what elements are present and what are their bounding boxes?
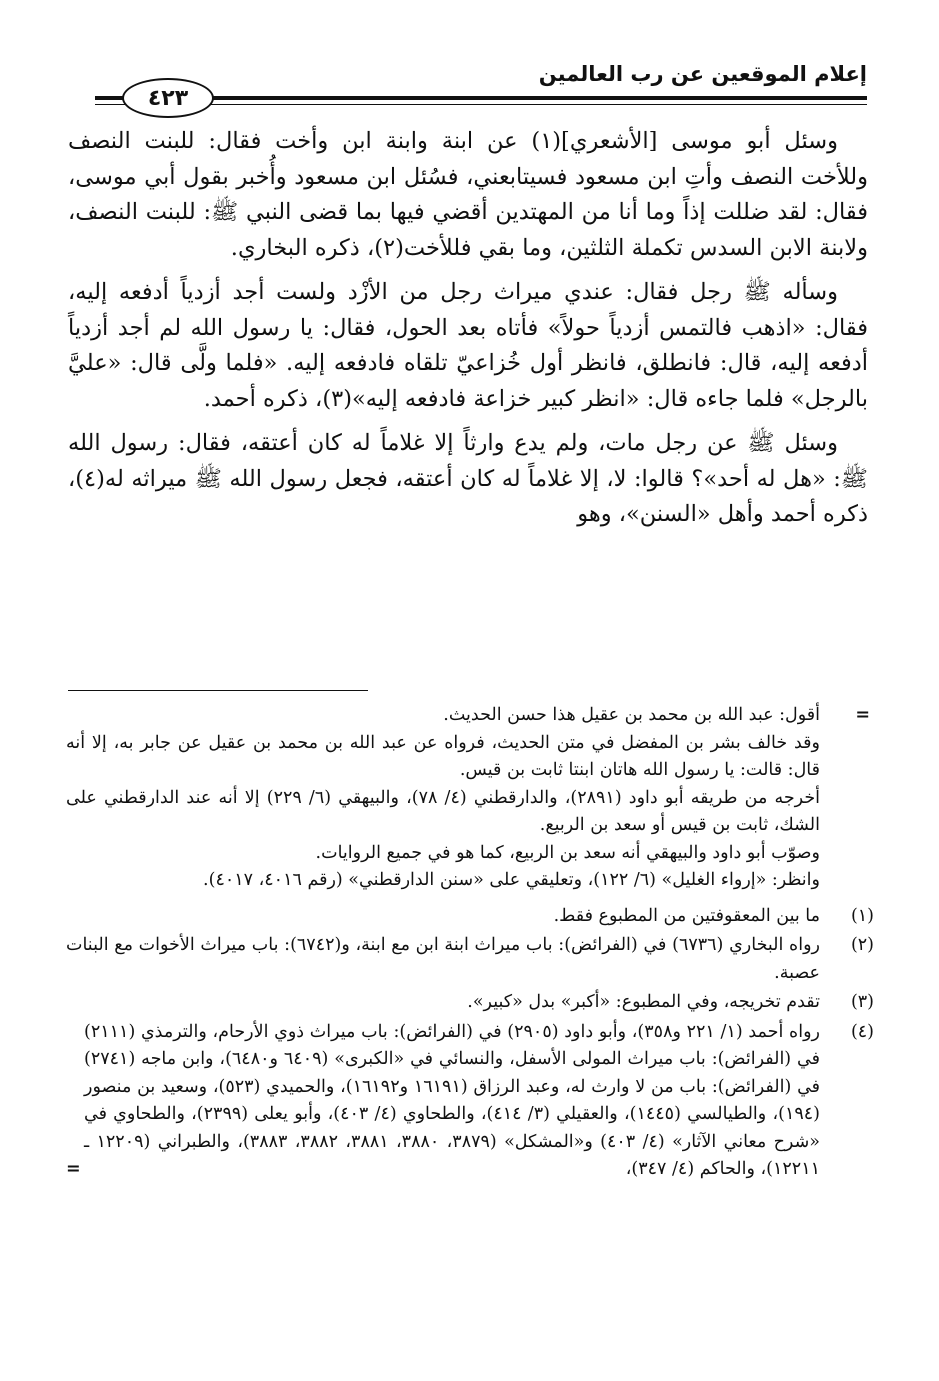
footnote-text: رواه أحمد (١/ ٢٢١ و٣٥٨)، وأبو داود (٢٩٠٥) في (الفرائض): باب ميراث ذوي الأرحام، والترمذي (٢١١١) في (الفرائض): باب ميراث المولى الأسفل، والنسائي في «الكبرى» (٦٤٠٩ و٦٤٨٠)، وابن ماجه (٢٧٤١) في (الفرائض): باب من لا وارث له، وعبد الرزاق (١٦١٩١ و١٦١٩٢)، والحميدي (٥٢٣)، وسعيد بن منصور (١٩٤)، والطيالسي (١٤٤٥)، والعقيلي (٣/ ٤١٤)، والطحاوي (٤/ ٤٠٣)، وأبو يعلى (٢٣٩٩)، والطحاوي في «شرح معاني الآثار» (٤/ ٤٠٣) و«المشكل» (٣٨٧٩، ٣٨٨٠، ٣٨٨١، ٣٨٨٢، ٣٨٨٣)، والطبراني (١٢٢٠٩ ـ ١٢٢١١)، والحاكم (٤/ ٣٤٧)، bbox=[84, 1021, 821, 1179]
footnote-number: (٣) bbox=[850, 992, 874, 1012]
footnote-number: (١) bbox=[850, 905, 874, 926]
paragraph: وسأله ﷺ رجل فقال: عندي ميراث رجل من الأزْد ولست أجد أزدياً أدفعه إليه، فقال: «اذهب فالتمس أزدياً حولاً» فأتاه بعد الحول، فقال: يا رسول الله لم أجد أزدياً أدفعه إليه، قال: فانطلق، فانظر أول خُزاعيّ تلقاه فادفعه إليه. «فلما ولَّى قال: «عليَّ بالرجل» فلما جاءه قال: «انظر كبير خزاعة فادفعه إليه»(٣)، ذكره أحمد. bbox=[68, 279, 868, 412]
paragraph: وسئل ﷺ عن رجل مات، ولم يدع وارثاً إلا غلاماً له كان أعتقه، فقال: رسول الله ﷺ: «هل له أحد»؟ قالوا: لا، إلا غلاماً له كان أعتقه، فجعل رسول الله ﷺ ميراثه له(٤)، ذكره أحمد وأهل «السنن»، وهو bbox=[68, 430, 868, 527]
footnote bbox=[66, 989, 874, 1017]
footnote-number: (٢) bbox=[850, 935, 874, 955]
footnote-separator bbox=[68, 690, 368, 691]
footnote bbox=[66, 1019, 874, 1184]
footnote-list bbox=[66, 903, 874, 1184]
footnotes bbox=[66, 702, 874, 1186]
footnote-text: ما بين المعقوفتين من المطبوع فقط. bbox=[553, 905, 820, 926]
footnote bbox=[66, 903, 874, 931]
continues-marker: = bbox=[66, 1159, 81, 1179]
footnote-line: أقول: عبد الله بن محمد بن عقيل هذا حسن الحديث. bbox=[443, 705, 820, 725]
footnote bbox=[66, 932, 874, 987]
continuation-marker: = bbox=[855, 705, 870, 725]
footnote-number: (٤) bbox=[850, 1021, 874, 1042]
footnote-line: أخرجه من طريقه أبو داود (٢٨٩١)، والدارقطني (٤/ ٧٨)، والبيهقي (٦/ ٢٢٩) إلا أنه عند الدارقطني على الشك، ثابت بن قيس أو سعد بن الربيع. bbox=[66, 787, 821, 835]
footnote-text: تقدم تخريجه، وفي المطبوع: «أكبر» بدل «كبير». bbox=[467, 992, 820, 1012]
footnote-line: وانظر: «إرواء الغليل» (٦/ ١٢٢)، وتعليقي على «سنن الدارقطني» (رقم ٤٠١٦، ٤٠١٧). bbox=[203, 870, 820, 890]
footnote-line: وصوّب أبو داود والبيهقي أنه سعد بن الربيع، كما هو في جميع الروايات. bbox=[315, 842, 820, 863]
footnote-line: وقد خالف بشر بن المفضل في متن الحديث، فرواه عن عبد الله بن محمد بن عقيل عن جابر به، إلا أنه قال: قالت: يا رسول الله هاتان ابنتا ثابت بن قيس. bbox=[66, 732, 820, 780]
paragraph: وسئل أبو موسى [الأشعري](١) عن ابنة وابنة ابن وأخت فقال: للبنت النصف وللأخت النصف وأتِ ابن مسعود فسيتابعني، فسُئل ابن مسعود وأُخبر بقول أبي موسى، فقال: لقد ضللت إذاً وما أنا من المهتدين أقضي فيها بما قضى النبي ﷺ: للبنت النصف، ولابنة الابن السدس تكملة الثلثين، وما بقي فللأخت(٢)، ذكره البخاري. bbox=[68, 128, 868, 261]
footnote-text: رواه البخاري (٦٧٣٦) في (الفرائض): باب ميراث ابنة ابن مع ابنة، و(٦٧٤٢): باب ميراث الأخوات مع البنات عصبة. bbox=[66, 935, 820, 983]
running-title: إعلام الموقعين عن رب العالمين bbox=[538, 62, 867, 86]
continued-footnote bbox=[66, 702, 874, 895]
page-number: ٤٢٣ bbox=[122, 78, 214, 118]
main-text bbox=[68, 124, 868, 542]
